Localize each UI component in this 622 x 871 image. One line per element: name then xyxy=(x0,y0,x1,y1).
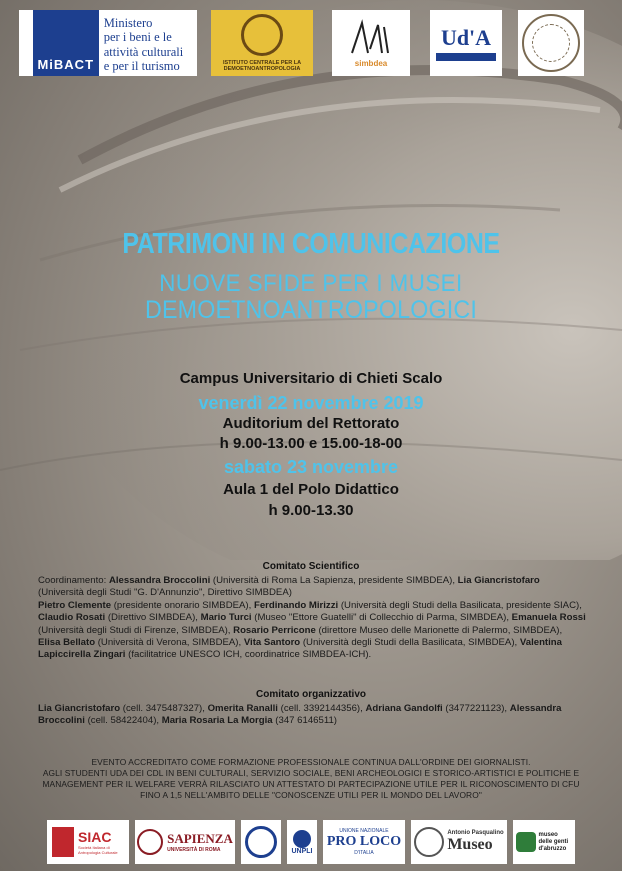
accreditation-notice: EVENTO ACCREDITATO COME FORMAZIONE PROFESSIONALE CONTINUA DALL'ORDINE DEI GIORNALISTI. AGLI STUDENTI UDA DEI CDL IN BENI CULTURALI, SERVIZIO SOCIALE, BENI ARCHEOLOGICI E STORICO-ARTISTICI E POLITICHE E MANAGEMENT PER IL WELFARE VERRÀ RILASCIATO UN ATTESTATO DI PARTECIPAZIONE UTILE PER IL RICONOSCIMENTO DI CFU FINO A 1,5 NELL'AMBITO DELLE "CONOSCENZE UTILI PER IL MONDO DEL LAVORO" xyxy=(42,757,580,800)
unpli-mark-icon xyxy=(293,830,311,848)
venue-aula: Aula 1 del Polo Didattico xyxy=(223,481,399,498)
footer-logos xyxy=(0,813,622,871)
istituto-logo: ISTITUTO CENTRALE PER LA DEMOETNOANTROPOLOGIA xyxy=(211,10,313,76)
title-line-3: DEMOETNOANTROPOLOGICI xyxy=(144,296,478,324)
date-friday: venerdì 22 novembre 2019 xyxy=(198,393,424,413)
wheel-icon xyxy=(241,14,283,56)
seal-icon xyxy=(522,14,580,72)
sapienza-seal-icon xyxy=(137,829,163,855)
date-saturday: sabato 23 novembre xyxy=(223,457,399,477)
siac-logo: SIAC Società Italiana di Antropologia Culturale xyxy=(47,820,129,864)
scientific-committee-heading: Comitato Scientifico xyxy=(262,561,360,572)
organizing-committee-heading: Comitato organizzativo xyxy=(255,689,366,700)
unpli-logo: UNPLI xyxy=(287,820,317,864)
hours-saturday: h 9.00-13.30 xyxy=(268,502,354,519)
spiral-icon xyxy=(414,827,444,857)
campus-text: Campus Universitario di Chieti Scalo xyxy=(179,370,443,387)
department-seal-logo xyxy=(518,10,584,76)
mibact-logo xyxy=(19,10,197,76)
scientific-committee-text: Coordinamento: Alessandra Broccolini (Università di Roma La Sapienza, presidente SIMBDEA), Lia Giancristofaro (Università degli Studi "G. D'Annunzio", Direttivo SIMBDEA) Pietro Clemente (presidente onorario SIMBDEA), Ferdinando Mirizzi (Università degli Studi della Basilicata, presidente SIAC), Claudio Rosati (Direttivo SIMBDEA), Mario Turci (Museo "Ettore Guatelli" di Collecchio di Parma, SIMBDEA), Emanuela Rossi (Università degli Studi di Firenze, SIMBDEA), Rosario Perricone (direttore Museo delle Marionette di Palermo, SIMBDEA), Elisa Bellato (Università di Verona, SIMBDEA), Vita Santoro (Università degli Studi della Basilicata, SIMBDEA), Valentina Lapiccirella Zingari (facilitatrice UNESCO ICH, coordinatrice SIMBDEA-ICH). xyxy=(38,575,586,661)
museo-pasqualino-logo: Antonio Pasqualino Museo xyxy=(411,820,507,864)
mibact-text: Ministero per i beni e le attività culturali e per il turismo xyxy=(103,15,184,73)
organizing-committee-text: Lia Giancristofaro (cell. 3475487327), Omerita Ranalli (cell. 3392144356), Adriana Gandolfi (3477221123), Alessandra Broccolini (cell. 58422404), Maria Rosaria La Morgia (347 6146511) xyxy=(38,703,562,727)
title-line-1: PATRIMONI IN COMUNICAZIONE xyxy=(122,228,500,260)
museo-genti-abruzzo-logo: museo delle genti d'abruzzo xyxy=(513,820,575,864)
simbdea-logo: simbdea xyxy=(332,10,410,76)
simbdea-mark-icon xyxy=(348,19,394,57)
seal-icon xyxy=(245,826,277,858)
venue-auditorium: Auditorium del Rettorato xyxy=(222,415,400,432)
uda-bar xyxy=(436,53,496,61)
mibact-mark: MiBACT xyxy=(33,10,99,76)
uda-logo: Ud'A xyxy=(430,10,502,76)
proloco-logo: UNIONE NAZIONALE PRO LOCO D'ITALIA xyxy=(323,820,405,864)
siac-mark-icon xyxy=(52,827,74,857)
title-line-2: NUOVE SFIDE PER I MUSEI xyxy=(159,270,463,297)
university-seal-logo xyxy=(241,820,281,864)
hours-friday: h 9.00-13.00 e 15.00-18-00 xyxy=(219,435,403,452)
sapienza-logo: SAPIENZA UNIVERSITÀ DI ROMA xyxy=(135,820,235,864)
museo-genti-mark-icon xyxy=(516,832,536,852)
